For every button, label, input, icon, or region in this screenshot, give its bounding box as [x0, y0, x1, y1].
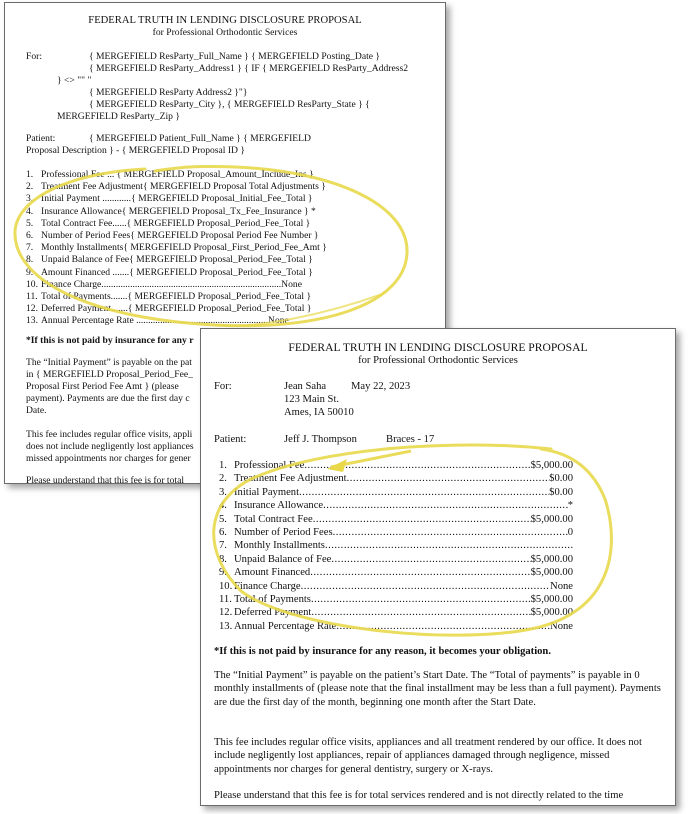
item-value: $5,000.00 — [530, 567, 573, 579]
item-number: 1. — [219, 460, 227, 471]
item-number: 6. — [219, 527, 227, 539]
disclosure-item-list — [26, 169, 327, 328]
patient-label: Patient: — [214, 434, 247, 445]
disclosure-item — [26, 230, 327, 242]
item-value: None — [550, 620, 573, 632]
merge-line: { MERGEFIELD ResParty_Full_Name } { MERGEFIELD Posting_Date } — [89, 51, 381, 62]
dot-leader — [333, 526, 568, 539]
disclosure-item — [219, 513, 573, 526]
dot-leader — [311, 593, 531, 606]
paragraph-line: Proposal First Period Fee Amt } (please — [26, 381, 179, 392]
disclosure-item — [219, 606, 573, 619]
merge-line: { MERGEFIELD ResParty Address2 }"} — [89, 87, 248, 98]
item-label: Total Contract Fee — [234, 513, 313, 525]
item-value: $5,000.00 — [530, 553, 573, 565]
merge-line: Proposal Description } - { MERGEFIELD Proposal ID } — [26, 145, 245, 156]
item-value: $5,000.00 — [530, 460, 573, 471]
merge-line: { MERGEFIELD ResParty_City }, { MERGEFIELD ResParty_State } { — [89, 99, 370, 110]
disclosure-item — [219, 593, 573, 606]
resparty-name: Jean Saha — [284, 381, 327, 392]
item-label: Amount Financed — [234, 567, 311, 579]
disclosure-item — [26, 291, 327, 303]
doc-subtitle: for Professional Orthodontic Services — [358, 355, 518, 366]
doc-title: FEDERAL TRUTH IN LENDING DISCLOSURE PROPOSAL — [88, 15, 362, 26]
item-label: Amount Financed .......{ MERGEFIELD Proposal_Period_Fee_Total } — [41, 266, 313, 278]
merged-document-page — [200, 328, 676, 806]
item-label: Finance Charge...........................................................................None — [41, 278, 302, 290]
item-label: Number of Period Fees{ MERGEFIELD Proposal Period Fee Number } — [41, 230, 319, 242]
for-label: For: — [26, 51, 42, 62]
item-label: Unpaid Balance of Fee — [234, 553, 332, 565]
dot-leader — [301, 580, 550, 593]
patient-name: Jeff J. Thompson — [284, 434, 357, 445]
item-value: 0 — [567, 527, 573, 539]
dot-leader — [304, 459, 530, 472]
disclosure-item — [26, 303, 327, 315]
dot-leader — [311, 606, 530, 619]
paragraph-line: missed appointments nor charges for gener — [26, 453, 191, 464]
item-number: 3. — [26, 193, 34, 205]
item-label: Professional Fee ... { MERGEFIELD Proposal_Amount_Include_Ins } — [41, 169, 314, 180]
disclosure-item — [219, 580, 573, 593]
item-number: 5. — [219, 513, 227, 525]
disclosure-item — [219, 553, 573, 566]
item-number: 12. — [26, 303, 38, 315]
doc-subtitle: for Professional Orthodontic Services — [152, 27, 298, 38]
disclosure-item — [26, 315, 327, 327]
item-number: 4. — [219, 500, 227, 512]
dot-leader — [347, 472, 550, 485]
disclosure-item — [219, 539, 573, 552]
disclosure-item — [219, 486, 573, 499]
paragraph-line: Please understand that this fee is for total — [26, 475, 184, 484]
item-number: 3. — [219, 486, 227, 498]
item-label: Insurance Allowance — [234, 500, 324, 512]
disclosure-item — [26, 279, 327, 291]
item-label: Initial Payment — [234, 486, 300, 498]
paragraph-line: in { MERGEFIELD Proposal_Period_Fee_ — [26, 369, 193, 380]
resparty-city-state-zip: Ames, IA 50010 — [284, 407, 354, 418]
disclosure-item — [26, 254, 327, 266]
proposal-description: Braces - 17 — [386, 434, 435, 445]
item-label: Total of Payments.......{ MERGEFIELD Proposal_Period_Fee_Total } — [41, 291, 312, 303]
disclosure-item — [219, 499, 573, 512]
dot-leader — [331, 553, 530, 566]
item-number: 7. — [26, 242, 34, 254]
dot-leader — [299, 486, 549, 499]
for-label: For: — [214, 381, 232, 392]
insurance-warning: *If this is not paid by insurance for any r — [26, 335, 194, 346]
disclosure-item — [26, 218, 327, 230]
disclosure-item — [26, 267, 327, 279]
disclosure-item — [219, 472, 573, 485]
item-label: Annual Percentage Rate — [234, 620, 337, 632]
item-label: Unpaid Balance of Fee{ MERGEFIELD Proposal_Period_Fee_Total } — [41, 254, 313, 266]
item-label: Monthly Installments — [234, 540, 325, 552]
paragraph-line: The “Initial Payment” is payable on the pat — [26, 357, 192, 368]
item-number: 8. — [219, 553, 227, 565]
item-number: 7. — [219, 540, 227, 552]
item-label: Deferred Payment.......{ MERGEFIELD Proposal_Period_Fee_Total } — [41, 303, 312, 315]
item-number: 13. — [219, 620, 233, 632]
item-label: Monthly Installments{ MERGEFIELD Proposal_First_Period_Fee_Amt } — [41, 242, 327, 254]
disclosure-item — [26, 193, 327, 205]
paragraph-line: payment). Payments are due the first day c — [26, 393, 190, 404]
item-label: Treatment Fee Adjustment — [234, 473, 347, 485]
insurance-warning: *If this is not paid by insurance for any reason, it becomes your obligation. — [214, 646, 551, 657]
item-value: $5,000.00 — [530, 607, 573, 619]
item-number: 11. — [26, 291, 38, 303]
paragraph-line: Date. — [26, 405, 47, 416]
item-value: None — [550, 580, 573, 592]
item-number: 12. — [219, 607, 233, 619]
merge-line: { MERGEFIELD ResParty_Address1 } { IF { MERGEFIELD ResParty_Address2 — [89, 63, 409, 74]
item-value: * — [567, 500, 573, 512]
item-value: $5,000.00 — [530, 594, 573, 606]
item-number: 1. — [26, 169, 34, 180]
item-number: 10. — [219, 580, 233, 592]
item-number: 13. — [26, 315, 38, 327]
item-label: Total of Payments — [234, 594, 311, 606]
item-value: $5,000.00 — [530, 513, 573, 525]
dot-leader — [325, 539, 573, 552]
fee-disclaimer-paragraph: Please understand that this fee is for total services rendered and is not directly related to the time — [214, 790, 624, 801]
dot-leader — [310, 566, 530, 579]
item-label: Annual Percentage Rate .......................................................None — [41, 315, 289, 327]
item-number: 10. — [26, 278, 38, 290]
disclosure-item — [219, 459, 573, 472]
resparty-address: 123 Main St. — [284, 394, 340, 405]
merge-line: } <> "" " — [57, 75, 92, 86]
item-number: 5. — [26, 217, 34, 229]
patient-label: Patient: — [26, 133, 56, 144]
item-label: Total Contract Fee......{ MERGEFIELD Proposal_Period_Fee_Total } — [41, 217, 311, 229]
dot-leader — [336, 620, 550, 633]
item-number: 2. — [26, 181, 34, 193]
paragraph-line: This fee includes regular office visits, appli — [26, 429, 193, 440]
item-label: Number of Period Fees — [234, 527, 333, 539]
merge-line: { MERGEFIELD Patient_Full_Name } { MERGEFIELD — [89, 133, 311, 144]
disclosure-item — [26, 242, 327, 254]
item-label: Professional Fee — [234, 460, 305, 471]
dot-leader — [313, 513, 531, 526]
item-number: 2. — [219, 473, 227, 485]
dot-leader — [323, 499, 568, 512]
disclosure-item — [219, 620, 573, 633]
item-number: 9. — [219, 567, 227, 579]
item-label: Deferred Payment — [234, 607, 312, 619]
item-number: 4. — [26, 205, 34, 217]
fee-inclusions-paragraph: This fee includes regular office visits, appliances and all treatment rendered by our office. It does not include negligently lost appliances, repair of appliances damaged through negligence, missed appointments nor charges for general dentistry, surgery or X-rays. — [214, 737, 642, 775]
item-value: $0.00 — [549, 486, 573, 498]
disclosure-item — [26, 181, 327, 193]
item-label: Treatment Fee Adjustment{ MERGEFIELD Proposal Total Adjustments } — [41, 181, 326, 193]
item-value: $0.00 — [549, 473, 573, 485]
item-label: Insurance Allowance{ MERGEFIELD Proposal_Tx_Fee_Insurance } * — [41, 205, 316, 217]
payment-terms-paragraph: The “Initial Payment” is payable on the patient’s Start Date. The “Total of payments” is payable in 0 monthly installments of (please note that the final installment may be less than a full payment). Payments are due the first day of the month, beginning one month after the Start Date. — [214, 670, 661, 708]
disclosure-item — [219, 566, 573, 579]
item-label: Finance Charge — [234, 580, 301, 592]
item-label: Initial Payment ............{ MERGEFIELD Proposal_Initial_Fee_Total } — [41, 193, 313, 205]
disclosure-item — [219, 526, 573, 539]
merge-line: MERGEFIELD ResParty_Zip } — [57, 111, 180, 122]
item-number: 9. — [26, 266, 34, 278]
posting-date: May 22, 2023 — [351, 381, 411, 392]
item-number: 8. — [26, 254, 34, 266]
doc-title: FEDERAL TRUTH IN LENDING DISCLOSURE PROPOSAL — [288, 341, 588, 354]
disclosure-item-list — [219, 459, 573, 633]
item-number: 11. — [219, 594, 232, 606]
disclosure-item — [26, 169, 327, 181]
item-number: 6. — [26, 230, 34, 242]
disclosure-item — [26, 206, 327, 218]
paragraph-line: does not include negligently lost appliances — [26, 441, 194, 452]
